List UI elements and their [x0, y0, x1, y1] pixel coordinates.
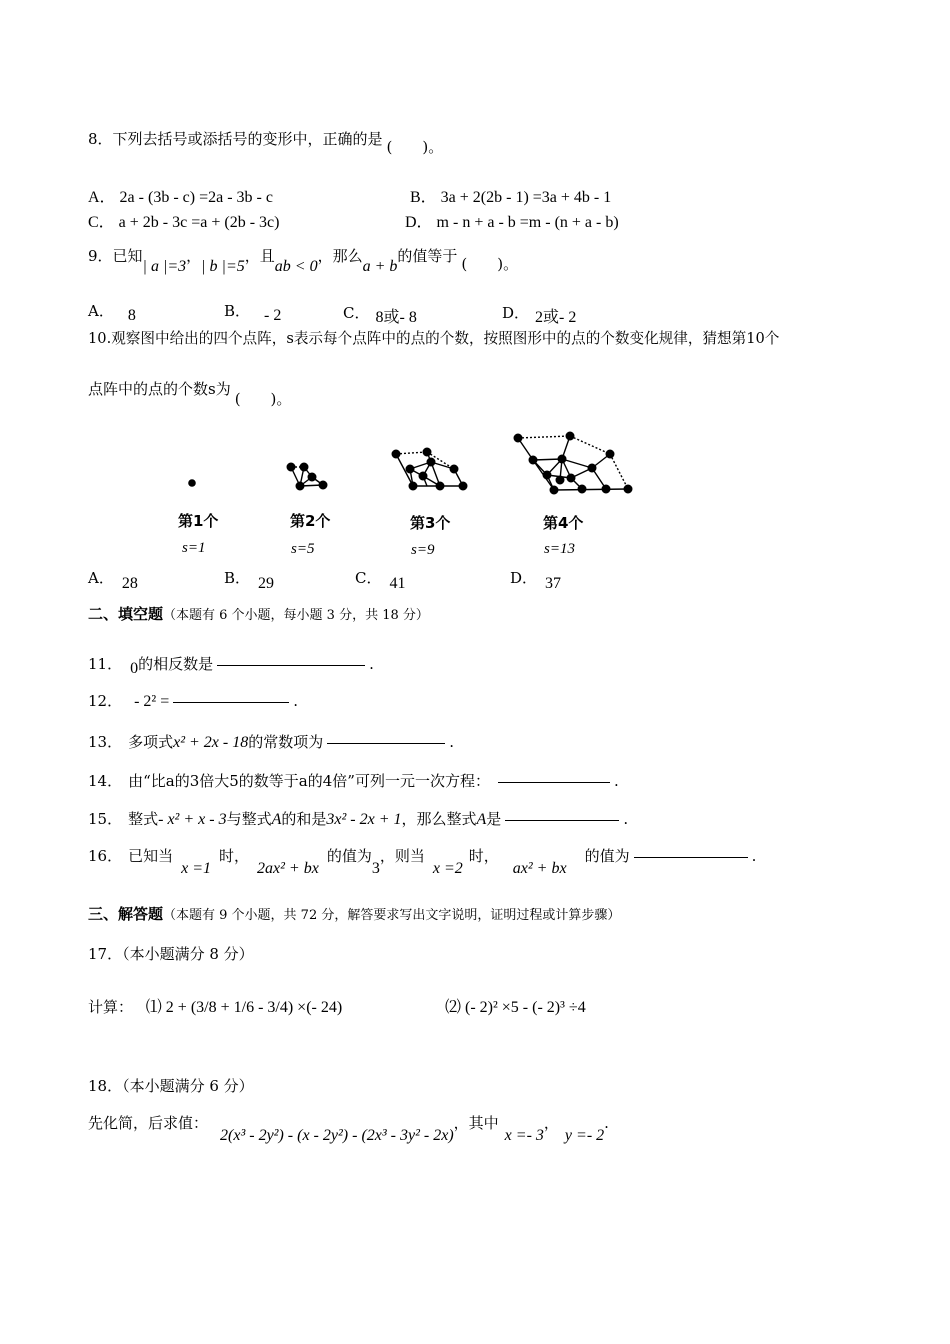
q8-option-d: D． m - n + a - b =m - (n + a - b) — [405, 214, 619, 231]
q18-title: 18．（本小题满分 6 分） — [88, 1077, 254, 1095]
fig1-label: 第1个 — [178, 512, 219, 530]
q11: 11． 0的相反数是 . — [88, 655, 374, 677]
fig2-s: s=5 — [291, 541, 315, 557]
q16: 16． 已知当x =1时，2ax² + bx的值为3，则当x =2时，ax² + bx的值为 . — [88, 847, 757, 877]
q9-option-c: C． 8或- 8 — [343, 304, 417, 326]
q14: 14． 由“比a的3倍大5的数等于a的4倍”可列一元一次方程： . — [88, 772, 619, 790]
q10-stem-line1: 10.观察图中给出的四个点阵，s表示每个点阵中的点的个数，按照图形中的点的个数变化规律，猜想第10个 — [88, 330, 780, 347]
section2-heading: 二、填空题（本题有 6 个小题，每小题 3 分，共 18 分） — [88, 605, 429, 623]
q10-option-d: D． 37 — [510, 569, 562, 592]
fig1-s: s=1 — [182, 540, 206, 556]
q9-option-b: B． - 2 — [224, 302, 282, 324]
fig1-dot — [188, 479, 196, 487]
q16-answer-blank[interactable] — [634, 856, 748, 858]
q10-stem-line2: 点阵中的点的个数s为( )。 — [88, 380, 292, 408]
q10-dot-lattice-figure — [0, 420, 950, 590]
q17-part1: ⑴ 2 + (3/8 + 1/6 - 3/4) ×(- 24) — [145, 999, 343, 1016]
q17-part2: ⑵ (- 2)² ×5 - (- 2)³ ÷4 — [445, 999, 586, 1016]
q17-title: 17．（本小题满分 8 分） — [88, 945, 254, 963]
q14-answer-blank[interactable] — [498, 781, 610, 783]
q8-option-a: A． 2a - (3b - c) =2a - 3b - c — [88, 189, 273, 206]
fig3-lattice — [392, 448, 467, 490]
q15-answer-blank[interactable] — [505, 819, 619, 821]
fig3-s: s=9 — [411, 542, 435, 558]
q8-paren: ( )。 — [386, 138, 444, 156]
q12-answer-blank[interactable] — [173, 701, 289, 703]
q8-stem: 8．下列去括号或添括号的变形中，正确的是 ( )。 — [88, 130, 444, 156]
fig2-label: 第2个 — [290, 512, 331, 530]
q10-option-c: C． 41 — [355, 569, 406, 592]
q8-option-b: B． 3a + 2(2b - 1) =3a + 4b - 1 — [410, 189, 612, 206]
q17-body: 计算： ⑴ 2 + (3/8 + 1/6 - 3/4) ×(- 24) — [88, 998, 343, 1016]
fig4-s: s=13 — [544, 541, 575, 557]
q9-option-a: A． 8 — [88, 302, 136, 324]
fig3-label: 第3个 — [410, 514, 451, 532]
q12: 12． - 2² = . — [88, 692, 299, 710]
fig2-lattice — [287, 463, 327, 490]
q10-option-a: A． 28 — [88, 569, 138, 592]
q13: 13． 多项式x² + 2x - 18的常数项为 . — [88, 733, 455, 751]
q8-option-c: C． a + 2b - 3c =a + (2b - 3c) — [88, 214, 280, 231]
q13-answer-blank[interactable] — [327, 742, 445, 744]
fig4-label: 第4个 — [543, 514, 584, 532]
fig4-lattice — [514, 432, 632, 494]
section3-heading: 三、解答题（本题有 9 个小题，共 72 分，解答要求写出文字说明，证明过程或计算步骤） — [88, 905, 621, 923]
q18-body: 先化简，后求值：2(x³ - 2y²) - (x - 2y²) - (2x³ - 3y² - 2x)，其中x =- 3，y =- 2. — [88, 1114, 609, 1144]
q9-option-d: D． 2或- 2 — [502, 304, 577, 326]
q10-option-b: B． 29 — [224, 569, 275, 592]
q9-stem: 9．已知| a |=3，| b |=5，且ab < 0，那么a + b的值等于 ( )。 — [88, 247, 519, 275]
q15: 15． 整式- x² + x - 3与整式A的和是3x² - 2x + 1，那么整式A是 . — [88, 810, 629, 828]
q11-answer-blank[interactable] — [217, 664, 365, 666]
